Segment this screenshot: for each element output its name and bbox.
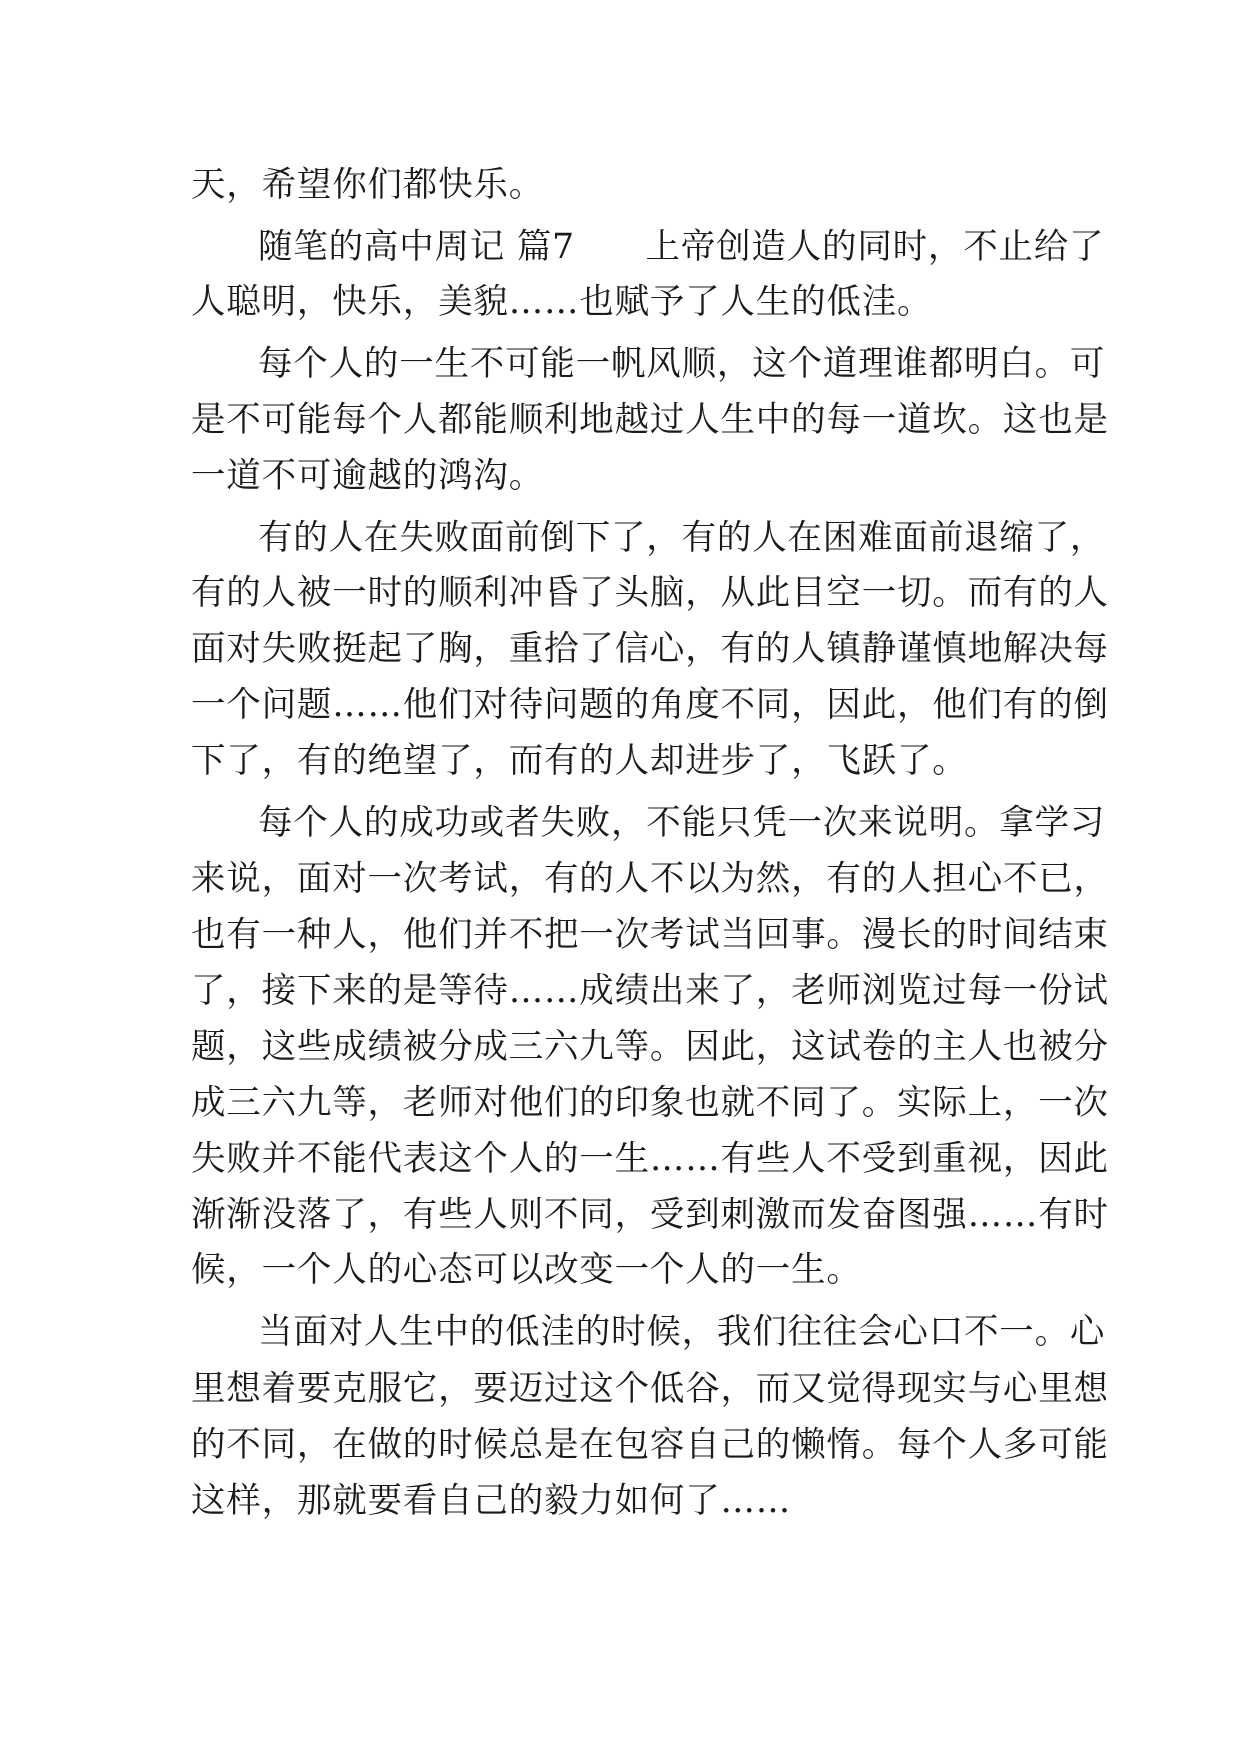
text-line: 里想着要克服它，要迈过这个低谷，而又觉得现实与心里想 [191, 1369, 1109, 1409]
text-line: 的不同，在做的时候总是在包容自己的懒惰。每个人多可能 [191, 1425, 1109, 1465]
text-line: 当面对人生中的低洼的时候，我们往往会心口不一。心 [258, 1312, 1106, 1352]
text-line: 也有一种人，他们并不把一次考试当回事。漫长的时间结束 [191, 915, 1109, 955]
text-line: 下了，有的绝望了，而有的人却进步了，飞跃了。 [191, 741, 968, 781]
text-line: 有的人在失败面前倒下了，有的人在困难面前退缩了， [258, 518, 1106, 558]
text-line: 是不可能每个人都能顺利地越过人生中的每一道坎。这也是 [191, 400, 1109, 440]
text-line: 失败并不能代表这个人的一生……有些人不受到重视，因此 [191, 1139, 1109, 1179]
text-line: 了，接下来的是等待……成绩出来了，老师浏览过每一份试 [191, 971, 1109, 1011]
text-line: 面对失败挺起了胸，重拾了信心，有的人镇静谨慎地解决每 [191, 629, 1109, 669]
text-line: 有的人被一时的顺利冲昏了头脑，从此目空一切。而有的人 [191, 573, 1109, 613]
text-line: 一道不可逾越的鸿沟。 [191, 456, 544, 496]
text-line: 成三六九等，老师对他们的印象也就不同了。实际上，一次 [191, 1083, 1109, 1123]
text-line: 候，一个人的心态可以改变一个人的一生。 [191, 1250, 862, 1290]
text-line: 题，这些成绩被分成三六九等。因此，这试卷的主人也被分 [191, 1027, 1109, 1067]
text-line: 随笔的高中周记 篇7 上帝创造人的同时，不止给了 [258, 227, 1105, 267]
text-line: 渐渐没落了，有些人则不同，受到刺激而发奋图强……有时 [191, 1195, 1109, 1235]
text-line: 每个人的成功或者失败，不能只凭一次来说明。拿学习 [258, 803, 1106, 843]
text-line: 一个问题……他们对待问题的角度不同，因此，他们有的倒 [191, 685, 1109, 725]
text-line: 天，希望你们都快乐。 [191, 165, 544, 205]
text-line: 来说，面对一次考试，有的人不以为然，有的人担心不已， [191, 859, 1109, 899]
text-line: 人聪明，快乐，美貌……也赋予了人生的低洼。 [191, 282, 933, 322]
text-line: 这样，那就要看自己的毅力如何了…… [191, 1481, 792, 1521]
text-line: 每个人的一生不可能一帆风顺，这个道理谁都明白。可 [258, 344, 1106, 384]
